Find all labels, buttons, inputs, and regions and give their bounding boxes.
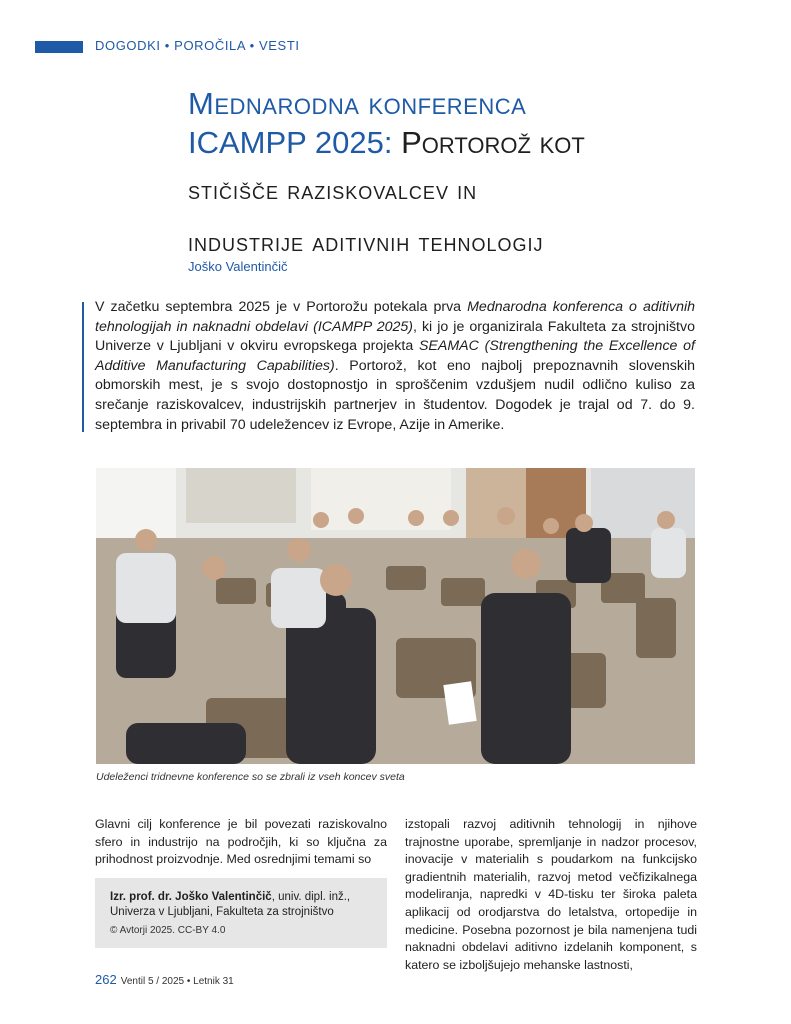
- body-column-right: izstopali razvoj aditivnih tehnologij in njihove trajnostne uporabe, spremljanje in nadzor procesov, inovacije v materialih s poudarkom na funkcijsko gradientnih materialih, razvoj metod večfizikalnega modeliranja, napredki v 4D-tisku ter široka paleta aplikacij od orodjarstva do letalstva, ortopedije in medicine. Posebna pozornost je bila namenjena tudi naknadni obdelavi aditivno izdelanih komponent, s katero se izboljšujejo mehanske lastnosti,: [405, 817, 697, 972]
- intro-text-2: , ki jo je organizirala Fakulteta za strojništvo Univerze v Ljubljani v okviru evropskega projekta: [95, 318, 695, 355]
- page-footer: [95, 972, 234, 987]
- journal-info: Ventil 5 / 2025 • Letnik 31: [120, 976, 234, 987]
- intro-accent-rule: [82, 302, 84, 432]
- title-line-4: industrije aditivnih tehnologij: [188, 227, 544, 257]
- title-line-2-rest: Portorož kot: [401, 125, 585, 160]
- title-line-2-accent: ICAMPP 2025:: [188, 125, 402, 160]
- article-author: Joško Valentinčič: [188, 259, 288, 274]
- intro-paragraph: [95, 298, 695, 435]
- section-color-bar: [35, 41, 83, 53]
- title-line-1: Mednarodna konferenca: [188, 86, 527, 121]
- section-label: DOGODKI • POROČILA • VESTI: [95, 38, 300, 53]
- conference-photo: [96, 468, 695, 764]
- author-affiliation: [110, 890, 380, 920]
- intro-conference-name: Mednarodna konferenca o aditivnih tehnologijah in naknadni obdelavi (ICAMPP 2025): [95, 299, 696, 335]
- intro-text-3: . Portorož, kot eno najbolj prepoznavnih slovenskih obmorskih mest, je s svojo dostopnostjo in sproščenim vzdušjem nudil odlično kuliso za srečanje raziskovalcev, industrijskih partnerjev in študentov. Dogodek je trajal od 7. do 9. septembra in privabil 70 udeležencev iz Evrope, Azije in Amerike.: [95, 357, 696, 433]
- title-line-2: [188, 122, 748, 164]
- intro-text-1: V začetku septembra 2025 je v Portorožu potekala prva: [95, 299, 468, 315]
- conference-photo-illustration: [96, 468, 695, 764]
- article-title: [188, 86, 748, 268]
- page-number: 262: [95, 972, 117, 987]
- author-info-details: , univ. dipl. inž., Univerza v Ljubljani, Fakulteta za strojništvo: [110, 891, 351, 918]
- copyright-notice: © Avtorji 2025. CC-BY 4.0: [110, 925, 226, 936]
- author-info-name: Izr. prof. dr. Joško Valentinčič: [110, 891, 272, 903]
- photo-caption: Udeleženci tridnevne konference so se zbrali iz vseh koncev sveta: [96, 771, 405, 783]
- title-line-3: stičišče raziskovalcev in: [188, 175, 478, 205]
- intro-project-name: SEAMAC (Strengthening the Excellence of Additive Manufacturing Capabilities): [95, 338, 695, 374]
- body-column-left: Glavni cilj konference je bil povezati raziskovalno sfero in industrijo na področjih, ki so ključna za prihodnost proizvodnje. Med osrednjimi temami so: [95, 817, 387, 867]
